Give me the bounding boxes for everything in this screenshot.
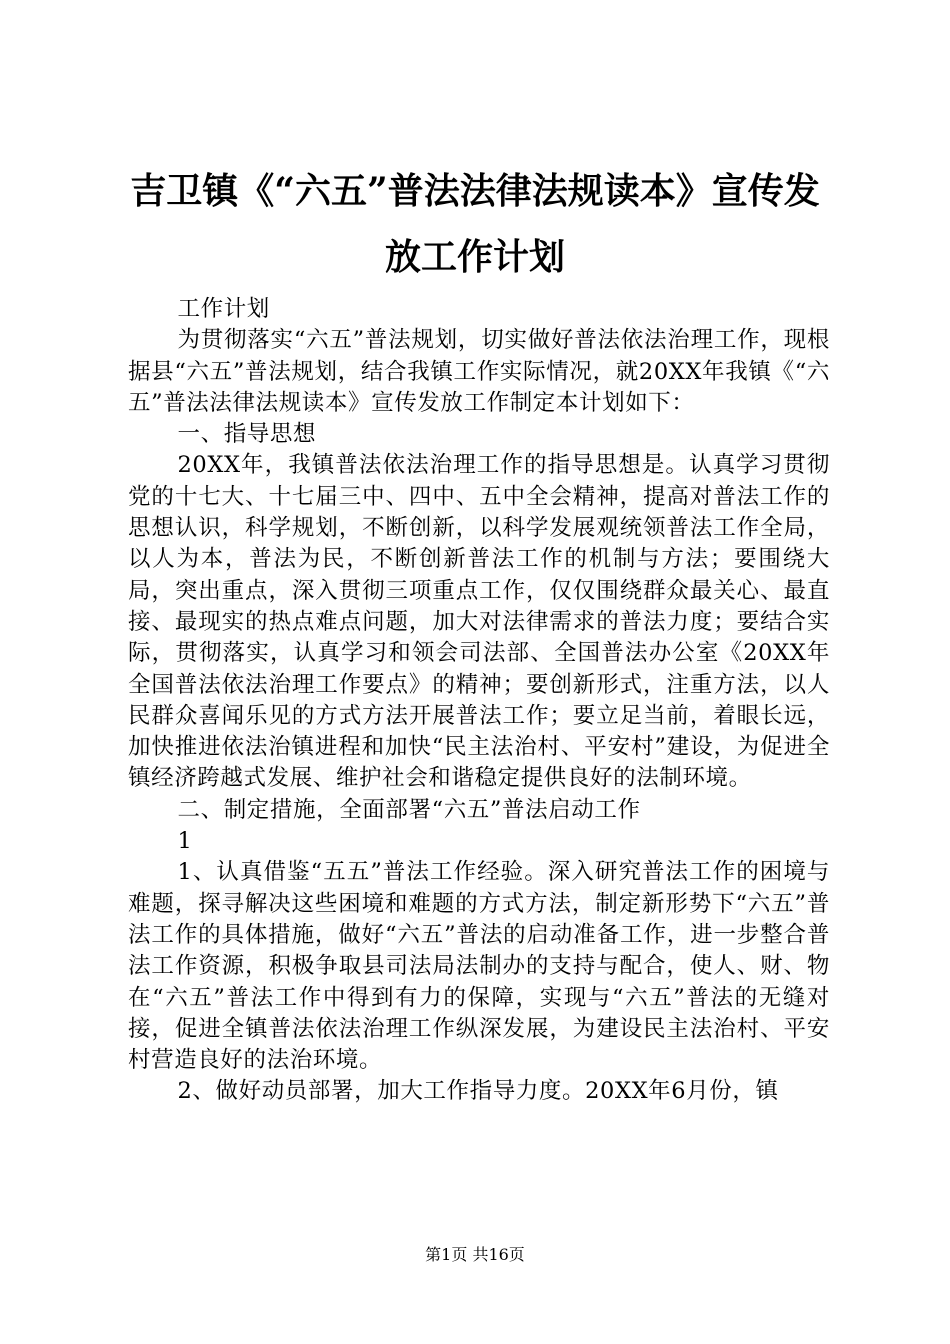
paragraph-item-2: 2、做好动员部署，加大工作指导力度。20XX年6月份，镇: [177, 1078, 779, 1105]
paragraph-item-1: 1、认真借鉴“五五”普法工作经验。深入研究普法工作的困境与难题，探寻解决这些困境和难题的方式方法，制定新形势下“六五”普法工作的具体措施，做好“六五”普法的启动准备工作，进一步整合普法工作资源，积极争取县司法局法制办的支持与配合，使人、财、物在“六五”普法工作中得到有力的保障，实现与“六五”普法的无缝对接，促进全镇普法依法治理工作纵深发展，为建设民主法治村、平安村营造良好的法治环境。: [128, 859, 830, 1074]
paragraph-number-marker: 1: [177, 828, 193, 855]
paragraph-guiding-thought: 20XX年，我镇普法依法治理工作的指导思想是。认真学习贯彻党的十七大、十七届三中、四中、五中全会精神，提高对普法工作的思想认识，科学规划，不断创新，以科学发展观统领普法工作全局，以人为本，普法为民，不断创新普法工作的机制与方法；要围绕大局，突出重点，深入贯彻三项重点工作，仅仅围绕群众最关心、最直接、最现实的热点难点问题，加大对法律需求的普法力度；要结合实际，贯彻落实，认真学习和领会司法部、全国普法办公室《20XX年全国普法依法治理工作要点》的精神；要创新形式，注重方法，以人民群众喜闻乐见的方式方法开展普法工作；要立足当前，着眼长远，加快推进依法治镇进程和加快“民主法治村、平安村”建设，为促进全镇经济跨越式发展、维护社会和谐稳定提供良好的法制环境。: [128, 452, 830, 792]
section-heading-2: 二、制定措施，全面部署“六五”普法启动工作: [177, 796, 641, 823]
page-footer: 第1页 共16页: [425, 1245, 525, 1264]
section-heading-1: 一、指导思想: [177, 421, 317, 448]
title-line-1: 吉卫镇《“六五”普法法律法规读本》宣传发: [130, 170, 820, 212]
paragraph-intro: 为贯彻落实“六五”普法规划，切实做好普法依法治理工作，现根据县“六五”普法规划，结合我镇工作实际情况，就20XX年我镇《“六五”普法法律法规读本》宣传发放工作制定本计划如下：: [128, 327, 830, 416]
document-title: [90, 158, 860, 290]
title-line-2: 放工作计划: [384, 236, 565, 278]
document-body: [128, 294, 830, 1108]
paragraph-label: 工作计划: [177, 296, 270, 322]
